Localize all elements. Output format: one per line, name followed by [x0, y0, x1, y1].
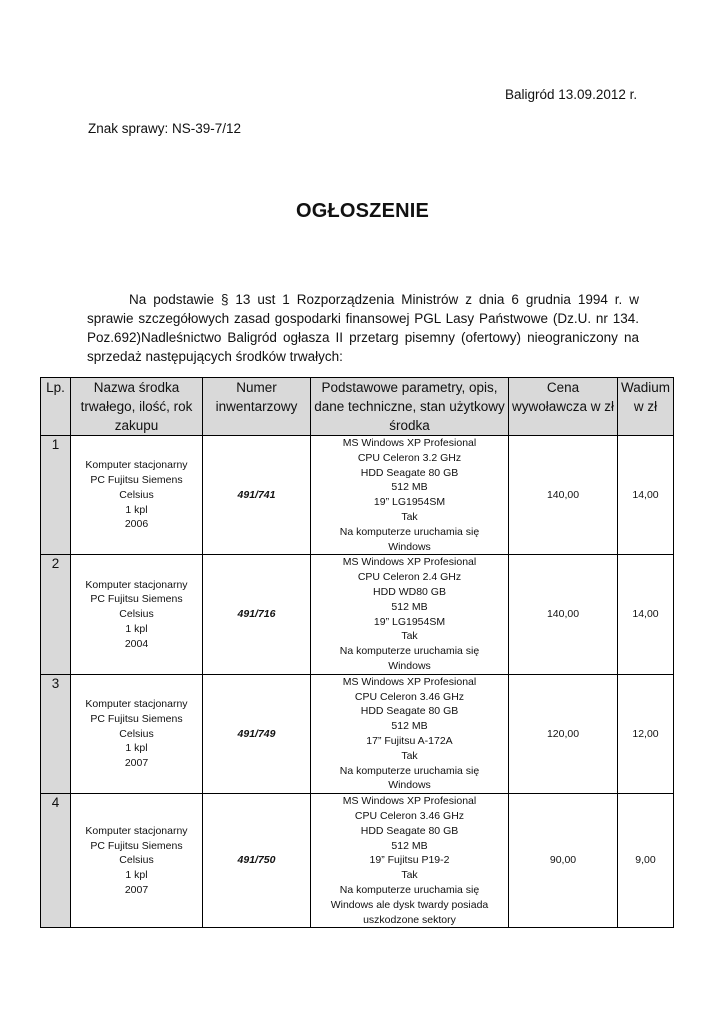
- cell-lp: 1: [41, 436, 71, 555]
- cell-params: [311, 794, 509, 928]
- name-line: 1 kpl: [125, 503, 148, 516]
- case-number: Znak sprawy: NS-39-7/12: [88, 121, 242, 136]
- cell-price: 120,00: [509, 674, 618, 793]
- param-line: Windows: [388, 779, 431, 792]
- param-line: HDD Seagate 80 GB: [360, 466, 459, 479]
- param-line: Tak: [401, 630, 418, 643]
- name-line: Komputer stacjonarny: [85, 697, 188, 710]
- name-line: PC Fujitsu Siemens: [90, 839, 183, 852]
- param-line: HDD Seagate 80 GB: [360, 824, 459, 837]
- name-line: 2004: [124, 637, 149, 650]
- param-line: Tak: [401, 749, 418, 762]
- table-row: [41, 436, 674, 555]
- cell-name: [71, 555, 203, 674]
- header-params: Podstawowe parametry, opis, dane techniczne, stan użytkowy środka: [311, 378, 509, 436]
- param-line: HDD WD80 GB: [373, 585, 446, 598]
- header-lp: Lp.: [41, 378, 71, 436]
- name-line: Komputer stacjonarny: [85, 578, 188, 591]
- name-line: Celsius: [119, 727, 154, 740]
- name-line: PC Fujitsu Siemens: [90, 712, 183, 725]
- cell-deposit: 12,00: [618, 674, 674, 793]
- cell-params: [311, 555, 509, 674]
- name-line: PC Fujitsu Siemens: [90, 473, 183, 486]
- param-line: CPU Celeron 2.4 GHz: [357, 571, 462, 584]
- param-line: Na komputerze uruchamia się: [339, 764, 480, 777]
- param-line: 512 MB: [391, 600, 428, 613]
- param-line: uszkodzone sektory: [363, 913, 456, 926]
- param-line: 17” Fujitsu A-172A: [366, 734, 453, 747]
- header-price: Cena wywoławcza w zł: [509, 378, 618, 436]
- param-line: Tak: [401, 869, 418, 882]
- name-line: 1 kpl: [125, 742, 148, 755]
- name-line: 1 kpl: [125, 869, 148, 882]
- cell-inventory: 491/750: [203, 794, 311, 928]
- name-line: 2007: [124, 757, 149, 770]
- param-line: 512 MB: [391, 720, 428, 733]
- param-line: HDD Seagate 80 GB: [360, 705, 459, 718]
- cell-deposit: 14,00: [618, 555, 674, 674]
- table-header-row: [41, 378, 674, 436]
- cell-price: 140,00: [509, 436, 618, 555]
- param-line: 19” Fujitsu P19-2: [369, 854, 450, 867]
- cell-lp: 2: [41, 555, 71, 674]
- name-line: 1 kpl: [125, 622, 148, 635]
- cell-price: 140,00: [509, 555, 618, 674]
- name-line: Komputer stacjonarny: [85, 459, 188, 472]
- cell-name: [71, 436, 203, 555]
- intro-paragraph: Na podstawie § 13 ust 1 Rozporządzenia Ministrów z dnia 6 grudnia 1994 r. w sprawie szczegółowych zasad gospodarki finansowej PGL Lasy Państwowe (Dz.U. nr 134. Poz.692)Nadleśnictwo Baligród ogłasza II przetarg pisemny (ofertowy) nieograniczony na sprzedaż następujących środków trwałych:: [87, 292, 639, 364]
- param-line: CPU Celeron 3.46 GHz: [354, 690, 465, 703]
- cell-lp: 3: [41, 674, 71, 793]
- name-line: Komputer stacjonarny: [85, 824, 188, 837]
- name-line: Celsius: [119, 854, 154, 867]
- header-name: Nazwa środka trwałego, ilość, rok zakupu: [71, 378, 203, 436]
- table-row: [41, 555, 674, 674]
- param-line: Tak: [401, 510, 418, 523]
- param-line: Windows: [388, 659, 431, 672]
- param-line: 512 MB: [391, 839, 428, 852]
- table-row: [41, 674, 674, 793]
- cell-params: [311, 436, 509, 555]
- param-line: Na komputerze uruchamia się: [339, 883, 480, 896]
- name-line: Celsius: [119, 488, 154, 501]
- name-line: 2006: [124, 518, 149, 531]
- cell-name: [71, 794, 203, 928]
- cell-inventory: 491/716: [203, 555, 311, 674]
- assets-table: [40, 377, 674, 928]
- cell-params: [311, 674, 509, 793]
- cell-deposit: 9,00: [618, 794, 674, 928]
- name-line: PC Fujitsu Siemens: [90, 593, 183, 606]
- param-line: Na komputerze uruchamia się: [339, 525, 480, 538]
- param-line: 19” LG1954SM: [373, 615, 446, 628]
- param-line: 19” LG1954SM: [373, 496, 446, 509]
- name-line: Celsius: [119, 608, 154, 621]
- document-title: OGŁOSZENIE: [295, 200, 430, 222]
- param-line: Windows: [388, 540, 431, 553]
- cell-lp: 4: [41, 794, 71, 928]
- name-line: 2007: [124, 883, 149, 896]
- cell-name: [71, 674, 203, 793]
- param-line: 512 MB: [391, 481, 428, 494]
- table-row: [41, 794, 674, 928]
- param-line: Windows ale dysk twardy posiada: [330, 898, 489, 911]
- param-line: MS Windows XP Profesional: [342, 437, 477, 449]
- param-line: MS Windows XP Profesional: [342, 795, 477, 808]
- header-inventory: Numer inwentarzowy: [203, 378, 311, 436]
- header-deposit: Wadium w zł: [618, 378, 674, 436]
- cell-inventory: 491/741: [203, 436, 311, 555]
- param-line: MS Windows XP Profesional: [342, 556, 477, 569]
- cell-deposit: 14,00: [618, 436, 674, 555]
- place-date: Baligród 13.09.2012 r.: [505, 87, 638, 102]
- cell-inventory: 491/749: [203, 674, 311, 793]
- param-line: MS Windows XP Profesional: [342, 675, 477, 688]
- cell-price: 90,00: [509, 794, 618, 928]
- param-line: Na komputerze uruchamia się: [339, 645, 480, 658]
- param-line: CPU Celeron 3.46 GHz: [354, 809, 465, 822]
- param-line: CPU Celeron 3.2 GHz: [357, 451, 462, 464]
